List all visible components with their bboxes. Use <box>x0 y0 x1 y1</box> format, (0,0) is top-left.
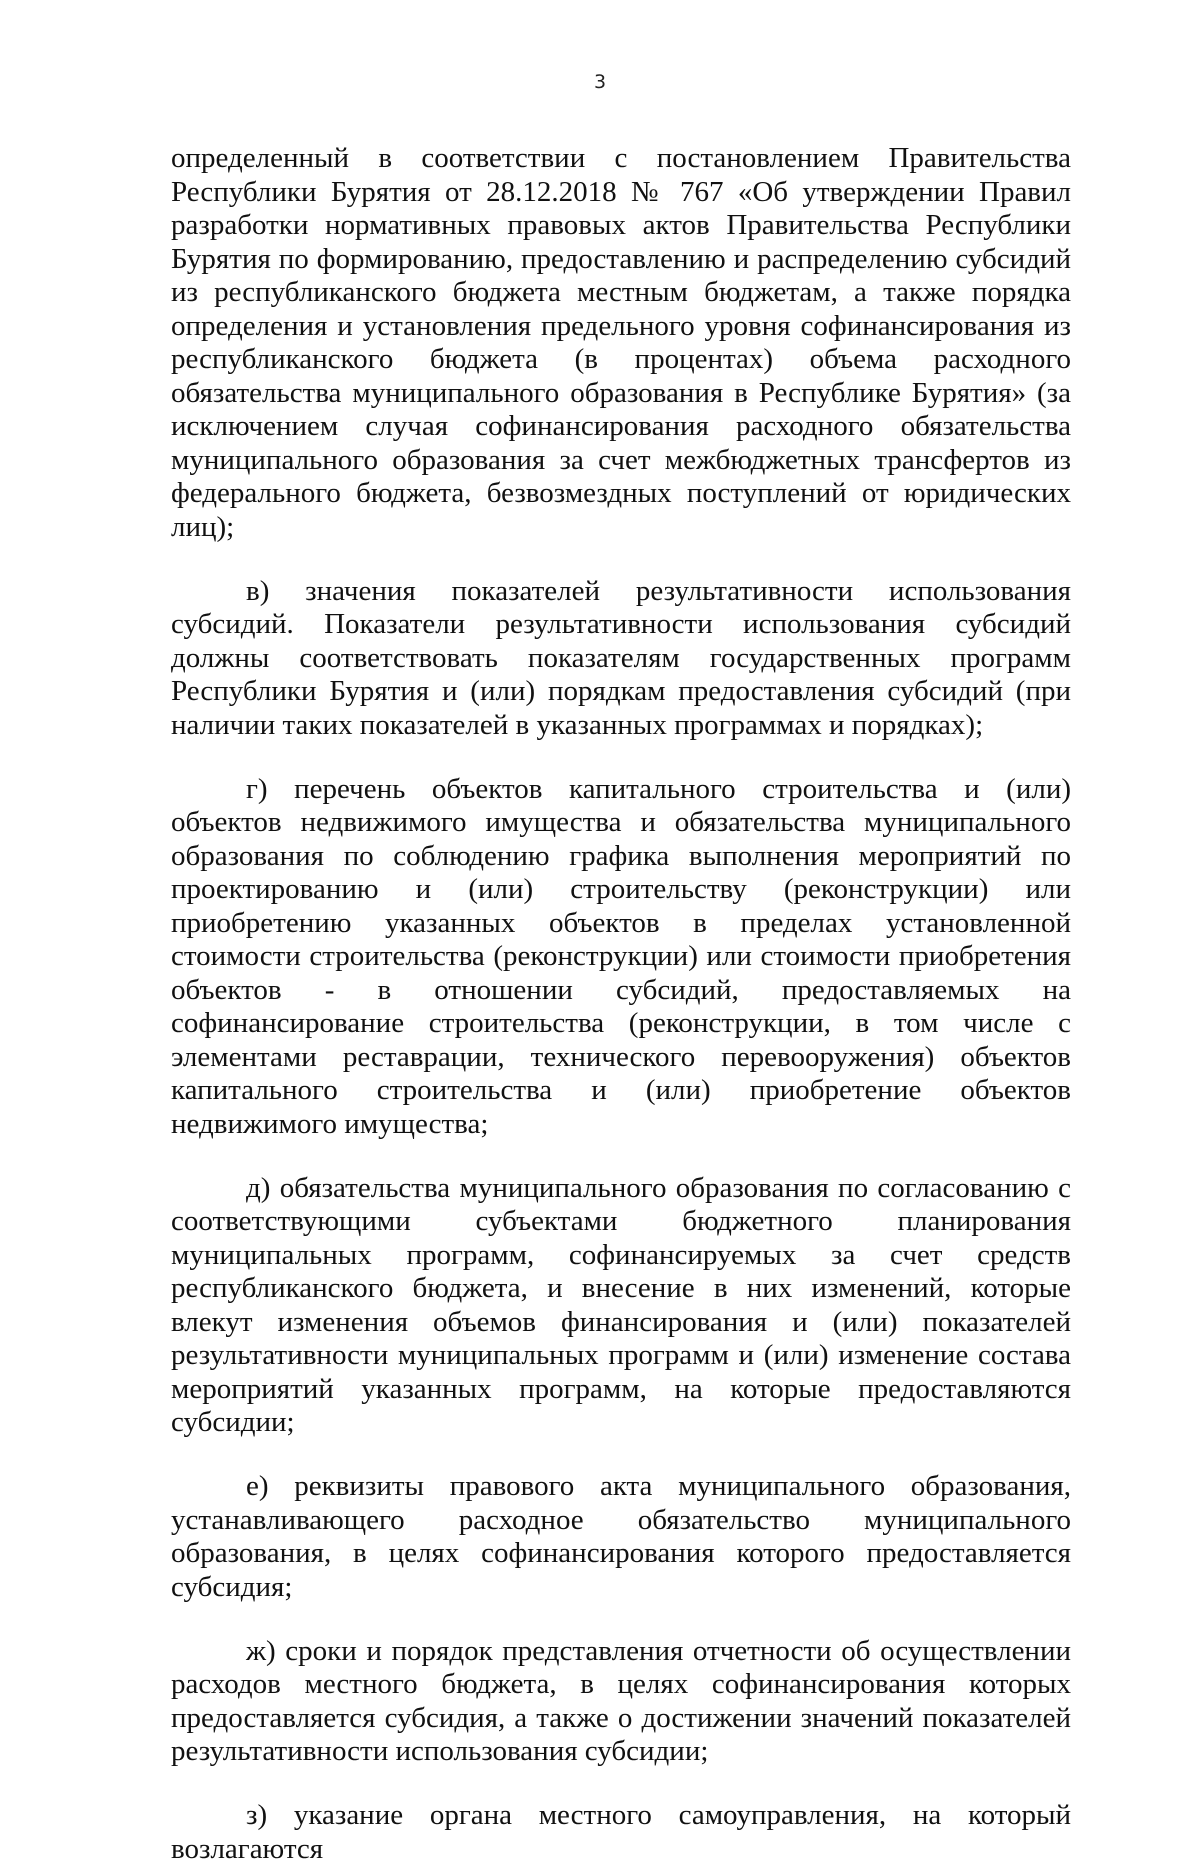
paragraph-d: д) обязательства муниципального образования по согласованию с соответствующими субъектами бюджетного планирования муниципальных программ, софинансируемых за счет средств республиканского бюджета, и внесение в них изменений, которые влекут изменения объемов финансирования и (или) показателей результативности муниципальных программ и (или) изменение состава мероприятий указанных программ, на которые предоставляются субсидии; <box>171 1171 1071 1438</box>
page-number: 3 <box>593 71 607 93</box>
paragraph-continued: определенный в соответствии с постановлением Правительства Республики Бурятия от 28.12.2018 № 767 «Об утверждении Правил разработки нормативных правовых актов Правительства Республики Бурятия по формированию, предоставлению и распределению субсидий из республиканского бюджета местным бюджетам, а также порядка определения и установления предельного уровня софинансирования из республиканского бюджета (в процентах) объема расходного обязательства муниципального образования в Республике Бурятия» (за исключением случая софинансирования расходного обязательства муниципального образования за счет межбюджетных трансфертов из федерального бюджета, безвозмездных поступлений от юридических лиц); <box>171 142 1071 543</box>
paragraph-zh: ж) сроки и порядок представления отчетности об осуществлении расходов местного бюджета, в целях софинансирования которых предоставляется субсидия, а также о достижении значений показателей результативности использования субсидии; <box>171 1634 1071 1767</box>
paragraph-e: е) реквизиты правового акта муниципального образования, устанавливающего расходное обязательство муниципального образования, в целях софинансирования которого предоставляется субсидия; <box>171 1470 1071 1603</box>
paragraph-g: г) перечень объектов капитального строительства и (или) объектов недвижимого имущества и обязательства муниципального образования по соблюдению графика выполнения мероприятий по проектированию и (или) строительству (реконструкции) или приобретению указанных объектов в пределах установленной стоимости строительства (реконструкции) или стоимости приобретения объектов - в отношении субсидий, предоставляемых на софинансирование строительства (реконструкции, в том числе с элементами реставрации, технического перевооружения) объектов капитального строительства и (или) приобретение объектов недвижимого имущества; <box>171 772 1071 1140</box>
paragraph-z: з) указание органа местного самоуправления, на который возлагаются <box>171 1799 1071 1865</box>
paragraph-v: в) значения показателей результативности использования субсидий. Показатели результативности использования субсидий должны соответствовать показателям государственных программ Республики Бурятия и (или) порядкам предоставления субсидий (при наличии таких показателей в указанных программах и порядках); <box>171 574 1071 741</box>
document-body <box>171 142 1071 1866</box>
